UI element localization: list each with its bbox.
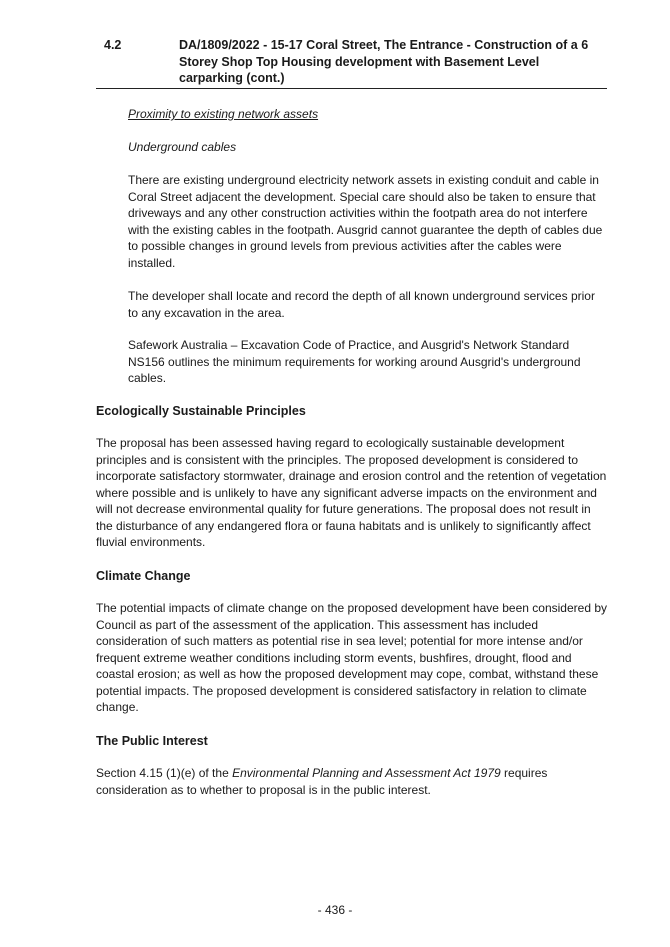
network-paragraph-1: There are existing underground electricity network assets in existing conduit and cable in Coral Street adjacent the development. Special care should also be taken to ensure that driveways and any other construction activities within the footpath area do not interfere with the existing cables in the footpath. Ausgrid cannot guarantee the depth of cables due to possible changes in ground levels from previous activities after the cables were installed.: [128, 173, 603, 270]
esd-heading: Ecologically Sustainable Principles: [96, 404, 306, 418]
public-interest-text-post: requires consideration as to whether to proposal is in the public interest.: [96, 766, 548, 797]
network-paragraph-2: The developer shall locate and record the depth of all known underground services prior to any excavation in the area.: [128, 289, 595, 320]
climate-heading: Climate Change: [96, 569, 191, 583]
esd-paragraph: The proposal has been assessed having regard to ecologically sustainable development principles and is consistent with the principles. The proposed development is considered to incorporate satisfactory stormwater, drainage and erosion control and the retention of vegetation where possible and is unlikely to have any significant adverse impacts on the environment and will not decrease environmental quality for future generations. The proposal does not result in the disturbance of any endangered flora or fauna habitats and is unlikely to significantly affect fluvial environments.: [96, 436, 607, 549]
climate-paragraph: The potential impacts of climate change on the proposed development have been considered by Council as part of the assessment of the application. This assessment has included consideration of such matters as potential rise in sea level; potential for more intense and/or frequent extreme weather conditions including storm events, bushfires, drought, flood and coastal erosion; as well as how the proposed development may cope, combat, withstand these potential impacts. The proposed development is considered satisfactory in relation to climate change.: [96, 601, 607, 714]
network-subheading: Underground cables: [128, 140, 237, 154]
page-number: - 436 -: [317, 903, 353, 917]
network-paragraph-3: Safework Australia – Excavation Code of Practice, and Ausgrid's Network Standard NS156 outlines the minimum requirements for working around Ausgrid's underground cables.: [128, 338, 581, 385]
page-title: DA/1809/2022 - 15-17 Coral Street, The Entrance - Construction of a 6 Storey Shop Top Housing development with Basement Level carparking (cont.): [179, 38, 589, 85]
public-interest-heading: The Public Interest: [96, 734, 208, 748]
header-divider: [96, 88, 607, 89]
public-interest-text-pre: Section 4.15 (1)(e) of the: [96, 766, 233, 780]
act-name: Environmental Planning and Assessment Act 1979: [232, 766, 501, 780]
network-heading: Proximity to existing network assets: [128, 107, 319, 121]
item-number: 4.2: [104, 38, 122, 52]
public-interest-paragraph: [96, 765, 608, 798]
